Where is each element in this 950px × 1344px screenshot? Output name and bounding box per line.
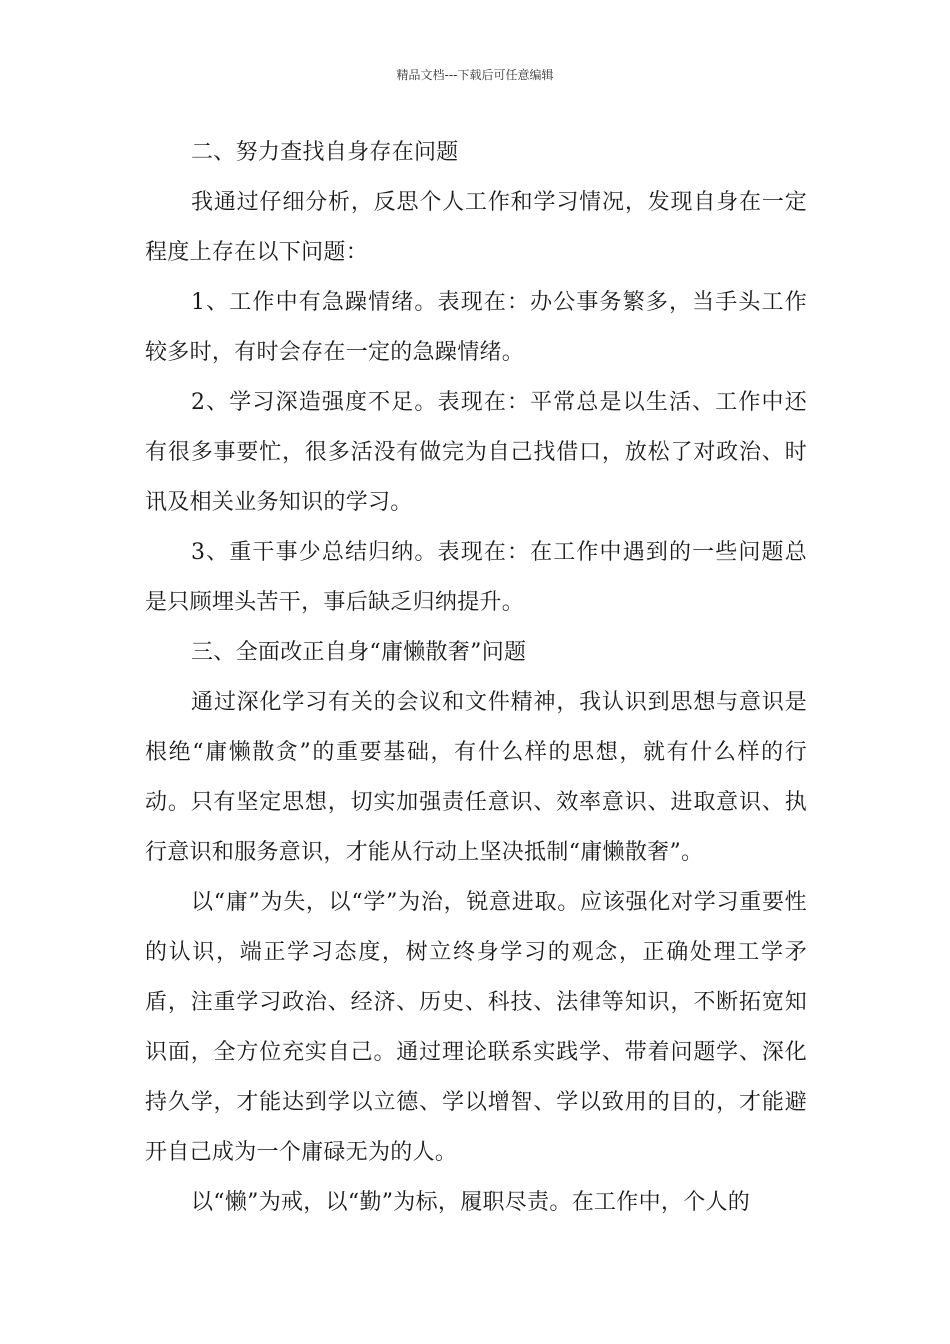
paragraph-diligence: 以“懒”为戒，以“勤”为标，履职尽责。在工作中，个人的	[191, 1190, 751, 1215]
paragraph-intro: 我通过仔细分析，反思个人工作和学习情况，发现自身在一定程度上存在以下问题：	[145, 190, 807, 265]
paragraph-issue-3: 3、重干事少总结归纳。表现在：在工作中遇到的一些问题总是只顾埋头苦干，事后缺乏归纳提升。	[145, 540, 807, 615]
paragraph-learning: 以“庸”为失，以“学”为治，锐意进取。应该强化对学习重要性的认识，端正学习态度，树立终身学习的观念，正确处理工学矛盾，注重学习政治、经济、历史、科技、法律等知识，不断拓宽知识面，全方位充实自己。通过理论联系实践学、带着问题学、深化持久学，才能达到学以立德、学以增智、学以致用的目的，才能避开自己成为一个庸碌无为的人。	[145, 890, 807, 1165]
section-heading-2: 二、努力查找自身存在问题	[191, 140, 459, 165]
paragraph-issue-2: 2、学习深造强度不足。表现在：平常总是以生活、工作中还有很多事要忙，很多活没有做完为自己找借口，放松了对政治、时讯及相关业务知识的学习。	[145, 390, 807, 515]
section-heading-3: 三、全面改正自身“庸懒散奢”问题	[191, 640, 527, 665]
paragraph-issue-1: 1、工作中有急躁情绪。表现在：办公事务繁多，当手头工作较多时，有时会存在一定的急躁情绪。	[145, 290, 807, 365]
document-body	[145, 128, 807, 1228]
paragraph-thinking: 通过深化学习有关的会议和文件精神，我认识到思想与意识是根绝“庸懒散贪”的重要基础，有什么样的思想，就有什么样的行动。只有坚定思想，切实加强责任意识、效率意识、进取意识、执行意识和服务意识，才能从行动上坚决抵制“庸懒散奢”。	[145, 690, 807, 865]
page-header: 精品文档---下载后可任意编辑	[396, 68, 554, 82]
